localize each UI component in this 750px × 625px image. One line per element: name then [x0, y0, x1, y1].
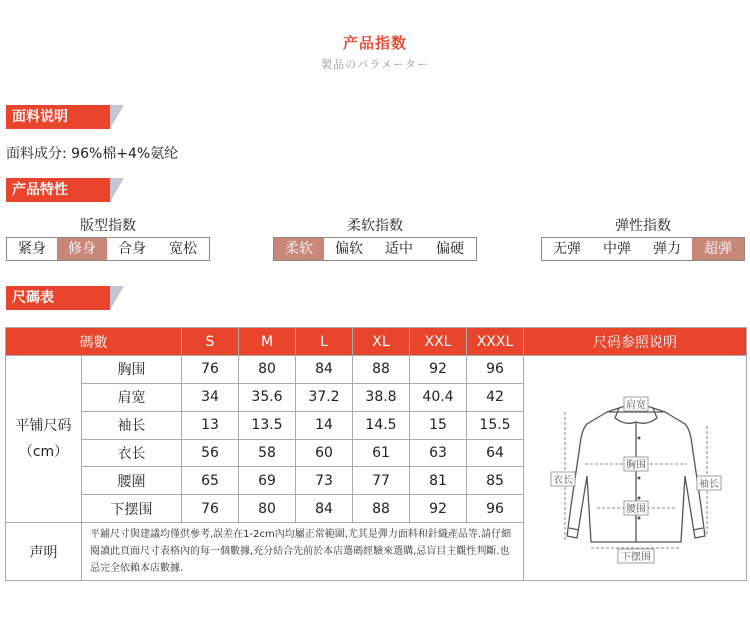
header-size: XL [353, 328, 410, 356]
page-title-block [0, 32, 750, 72]
cell: 64 [467, 439, 524, 467]
cell: 80 [239, 495, 296, 523]
row-name: 袖长 [82, 411, 182, 439]
cell: 85 [467, 467, 524, 495]
index-option: 中弹 [603, 241, 631, 257]
section-title: 产品特性 [12, 182, 68, 198]
cell: 14.5 [353, 411, 410, 439]
softness-index [273, 216, 477, 261]
header-size: M [239, 328, 296, 356]
cell: 60 [296, 439, 353, 467]
cell: 96 [467, 495, 524, 523]
cell: 42 [467, 383, 524, 411]
header-size-code: 碼數 [6, 328, 182, 356]
row-name: 腰圍 [82, 467, 182, 495]
cell: 76 [182, 356, 239, 384]
index-title: 弹性指数 [615, 218, 671, 234]
section-header-size [6, 286, 122, 310]
index-option-selected: 修身 [57, 238, 107, 260]
cell: 63 [410, 439, 467, 467]
shirt-diagram [525, 356, 746, 576]
index-option: 合身 [118, 241, 146, 257]
header-size-reference: 尺码参照说明 [524, 328, 747, 356]
table-header-row [6, 328, 747, 356]
fabric-composition: 面料成分: 96%棉+4%氨纶 [6, 146, 179, 162]
index-option: 紧身 [18, 241, 46, 257]
table-row [6, 356, 747, 384]
garment-diagram-cell [524, 356, 747, 581]
cell: 61 [353, 439, 410, 467]
index-options [273, 237, 477, 261]
header-size: XXL [410, 328, 467, 356]
section-title: 尺碼表 [12, 290, 54, 306]
diagram-label-shoulder: 肩宽 [625, 400, 646, 411]
page-subtitle: 製品のパラメーター [321, 58, 429, 71]
cell: 13 [182, 411, 239, 439]
index-option: 适中 [385, 241, 413, 257]
cell: 40.4 [410, 383, 467, 411]
section-title: 面料说明 [12, 109, 68, 125]
header-size: L [296, 328, 353, 356]
cell: 35.6 [239, 383, 296, 411]
cell: 69 [239, 467, 296, 495]
cell: 88 [353, 495, 410, 523]
diagram-label-hem: 下摆围 [620, 552, 651, 563]
cell: 96 [467, 356, 524, 384]
cell: 56 [182, 439, 239, 467]
cell: 37.2 [296, 383, 353, 411]
index-option: 无弹 [553, 241, 581, 257]
cell: 81 [410, 467, 467, 495]
index-option: 偏软 [335, 241, 363, 257]
index-options [541, 237, 745, 261]
cell: 80 [239, 356, 296, 384]
section-header-fabric [6, 105, 122, 129]
cell: 84 [296, 495, 353, 523]
group-unit: （cm） [18, 444, 69, 461]
cell: 77 [353, 467, 410, 495]
index-option: 偏硬 [436, 241, 464, 257]
size-table [5, 327, 747, 581]
diagram-label-sleeve: 袖长 [698, 479, 719, 490]
index-options [6, 237, 210, 261]
declaration-label: 声明 [6, 523, 82, 581]
cell: 84 [296, 356, 353, 384]
diagram-label-chest: 胸围 [625, 460, 646, 471]
row-name: 肩宽 [82, 383, 182, 411]
cell: 38.8 [353, 383, 410, 411]
cell: 92 [410, 495, 467, 523]
elasticity-index [541, 216, 745, 261]
cell: 15.5 [467, 411, 524, 439]
header-size: S [182, 328, 239, 356]
cell: 65 [182, 467, 239, 495]
cell: 34 [182, 383, 239, 411]
diagram-label-waist: 腰围 [625, 504, 646, 515]
index-option: 弹力 [653, 241, 681, 257]
cell: 14 [296, 411, 353, 439]
cell: 58 [239, 439, 296, 467]
row-name: 衣长 [82, 439, 182, 467]
index-option-selected: 超弹 [692, 238, 744, 260]
cell: 15 [410, 411, 467, 439]
header-size: XXXL [467, 328, 524, 356]
cell: 92 [410, 356, 467, 384]
cell: 76 [182, 495, 239, 523]
index-title: 柔软指数 [347, 218, 403, 234]
diagram-label-length: 衣长 [552, 475, 573, 486]
group-label-cell [6, 356, 82, 523]
index-option: 宽松 [169, 241, 197, 257]
section-header-features [6, 178, 122, 202]
cell: 73 [296, 467, 353, 495]
row-name: 下摆围 [82, 495, 182, 523]
declaration-text: 平鋪尺寸與建議均僅供參考,誤差在1-2cm內均屬正常範圍,尤其是彈力面料和針織產品等.請仔細閱讀此頁面尺寸表格內的每一個數據,充分結合先前於本店選碼經驗來選購,忌盲目主觀性判斷.也忌完全依賴本店數據. [82, 523, 524, 581]
row-name: 胸围 [82, 356, 182, 384]
cell: 88 [353, 356, 410, 384]
page-title: 产品指数 [342, 34, 407, 52]
cell: 13.5 [239, 411, 296, 439]
index-option-selected: 柔软 [274, 238, 324, 260]
fit-index [6, 216, 210, 261]
group-label: 平铺尺码 [15, 418, 72, 435]
index-title: 版型指数 [80, 218, 136, 234]
